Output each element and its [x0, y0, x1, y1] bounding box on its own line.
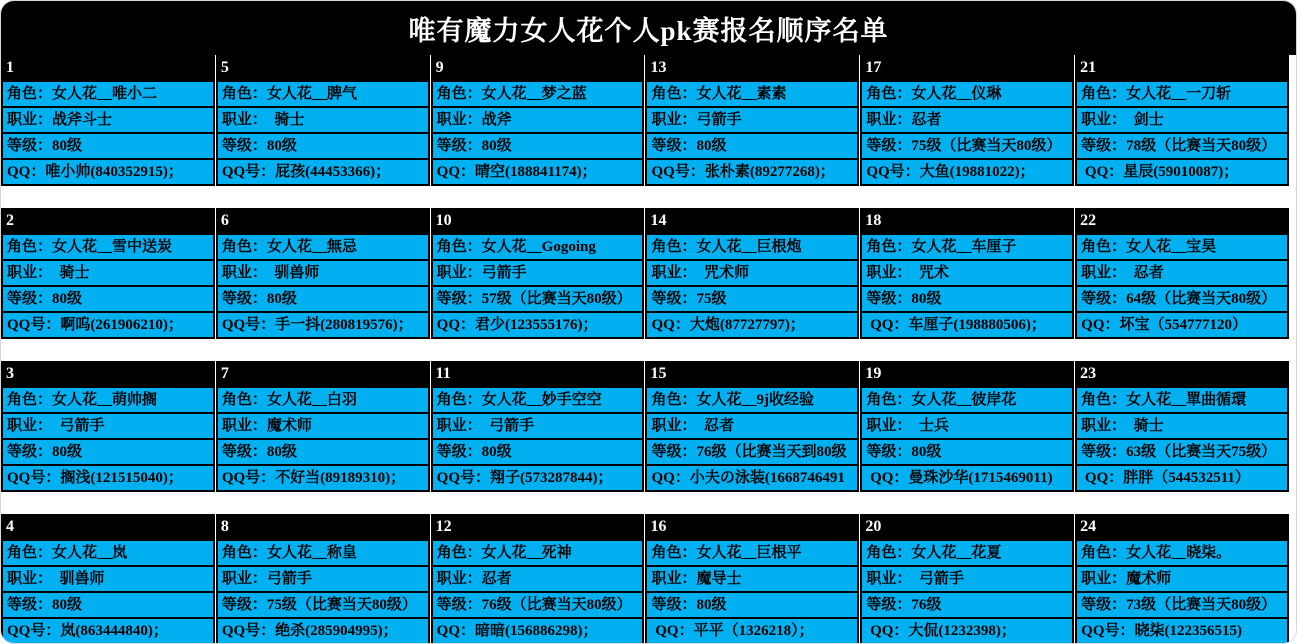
entry-23 [1075, 361, 1289, 492]
entry-number: 9 [431, 55, 645, 80]
job-cell: 职业：魔导士 [645, 565, 859, 593]
level-cell: 等级：75级 [645, 285, 859, 313]
qq-cell: QQ：坏宝（554777120） [1075, 311, 1289, 339]
entry-number: 24 [1075, 514, 1289, 539]
entry-9 [431, 55, 645, 186]
entry-number: 2 [1, 208, 215, 233]
job-cell: 职业： 驯兽师 [1, 565, 215, 593]
job-cell: 职业： 士兵 [860, 412, 1074, 440]
qq-cell: QQ号：绝杀(285904995)； [216, 617, 430, 644]
level-cell: 等级：80级 [1, 132, 215, 160]
entry-number: 3 [1, 361, 215, 386]
qq-cell: QQ：大炮(87727797)； [645, 311, 859, 339]
role-cell: 角色：女人花__晓柒。 [1075, 539, 1289, 567]
entry-number: 13 [645, 55, 859, 80]
level-cell: 等级：63级（比赛当天75级） [1075, 438, 1289, 466]
level-cell: 等级：76级（比赛当天到80级 [645, 438, 859, 466]
qq-cell: QQ：暗暗(156886298)； [431, 617, 645, 644]
qq-cell: QQ：唯小帅(840352915)； [1, 158, 215, 186]
level-cell: 等级：80级 [1, 285, 215, 313]
entry-number: 8 [216, 514, 430, 539]
qq-cell: QQ号：晓柒(122356515) [1075, 617, 1289, 644]
job-cell: 职业： 弓箭手 [860, 565, 1074, 593]
role-cell: 角色：女人花__称皇 [216, 539, 430, 567]
entry-6 [216, 208, 430, 339]
role-cell: 角色：女人花__彼岸花 [860, 386, 1074, 414]
job-cell: 职业： 骑士 [1, 259, 215, 287]
role-cell: 角色：女人花__巨根炮 [645, 233, 859, 261]
page-title: 唯有魔力女人花个人pk赛报名顺序名单 [1, 1, 1296, 55]
job-cell: 职业：忍者 [860, 106, 1074, 134]
entry-number: 14 [645, 208, 859, 233]
qq-cell: QQ号：啊呜(261906210)； [1, 311, 215, 339]
role-cell: 角色：女人花__岚 [1, 539, 215, 567]
job-cell: 职业：魔术师 [216, 412, 430, 440]
job-cell: 职业：忍者 [431, 565, 645, 593]
entry-number: 11 [431, 361, 645, 386]
role-cell: 角色：女人花__一刀斩 [1075, 80, 1289, 108]
entry-number: 22 [1075, 208, 1289, 233]
level-cell: 等级：57级（比赛当天80级） [431, 285, 645, 313]
qq-cell: QQ：平平（1326218）； [645, 617, 859, 644]
entry-number: 6 [216, 208, 430, 233]
entry-16 [645, 514, 859, 644]
entry-number: 1 [1, 55, 215, 80]
entry-number: 21 [1075, 55, 1289, 80]
level-cell: 等级：76级（比赛当天80级） [431, 591, 645, 619]
qq-cell: QQ号：屁孩(44453366)； [216, 158, 430, 186]
role-cell: 角色：女人花__梦之蓝 [431, 80, 645, 108]
qq-cell: QQ号：搁浅(121515040)； [1, 464, 215, 492]
band-row-4 [1, 514, 1289, 644]
role-cell: 角色：女人花__脾气 [216, 80, 430, 108]
job-cell: 职业： 咒术 [860, 259, 1074, 287]
level-cell: 等级：80级 [1, 438, 215, 466]
band-row-3 [1, 361, 1289, 492]
role-cell: 角色：女人花__雪中送炭 [1, 233, 215, 261]
level-cell: 等级：80级 [216, 285, 430, 313]
job-cell: 职业： 弓箭手 [431, 412, 645, 440]
level-cell: 等级：80级 [860, 285, 1074, 313]
entry-5 [216, 55, 430, 186]
entry-4 [1, 514, 215, 644]
role-cell: 角色：女人花__素素 [645, 80, 859, 108]
level-cell: 等级：80级 [645, 591, 859, 619]
entry-21 [1075, 55, 1289, 186]
role-cell: 角色：女人花__白羽 [216, 386, 430, 414]
level-cell: 等级：80级 [216, 132, 430, 160]
qq-cell: QQ：晴空(188841174)； [431, 158, 645, 186]
level-cell: 等级：75级（比赛当天80级） [216, 591, 430, 619]
entry-8 [216, 514, 430, 644]
entry-number: 23 [1075, 361, 1289, 386]
job-cell: 职业： 忍者 [645, 412, 859, 440]
role-cell: 角色：女人花__宝昊 [1075, 233, 1289, 261]
job-cell: 职业： 驯兽师 [216, 259, 430, 287]
level-cell: 等级：80级 [645, 132, 859, 160]
level-cell: 等级：80级 [216, 438, 430, 466]
registration-table [1, 55, 1296, 644]
qq-cell: QQ：君少(123555176)； [431, 311, 645, 339]
entry-7 [216, 361, 430, 492]
qq-cell: QQ号：手一抖(280819576)； [216, 311, 430, 339]
job-cell: 职业： 骑士 [1075, 412, 1289, 440]
entry-22 [1075, 208, 1289, 339]
entry-20 [860, 514, 1074, 644]
entry-number: 4 [1, 514, 215, 539]
role-cell: 角色：女人花__花夏 [860, 539, 1074, 567]
entry-number: 5 [216, 55, 430, 80]
qq-cell: QQ：曼珠沙华(1715469011) [860, 464, 1074, 492]
entry-17 [860, 55, 1074, 186]
job-cell: 职业：弓箭手 [431, 259, 645, 287]
role-cell: 角色：女人花__單曲循環 [1075, 386, 1289, 414]
entry-number: 19 [860, 361, 1074, 386]
band-row-1 [1, 55, 1289, 186]
level-cell: 等级：80级 [860, 438, 1074, 466]
role-cell: 角色：女人花__Gogoing [431, 233, 645, 261]
level-cell: 等级：80级 [431, 438, 645, 466]
entry-18 [860, 208, 1074, 339]
entry-12 [431, 514, 645, 644]
qq-cell: QQ号：岚(863444840)； [1, 617, 215, 644]
qq-cell: QQ号：不好当(89189310)； [216, 464, 430, 492]
job-cell: 职业：弓箭手 [645, 106, 859, 134]
entry-10 [431, 208, 645, 339]
entry-number: 12 [431, 514, 645, 539]
job-cell: 职业： 咒术师 [645, 259, 859, 287]
entry-number: 18 [860, 208, 1074, 233]
role-cell: 角色：女人花__無忌 [216, 233, 430, 261]
job-cell: 职业：魔术师 [1075, 565, 1289, 593]
entry-1 [1, 55, 215, 186]
entry-number: 15 [645, 361, 859, 386]
job-cell: 职业： 剑士 [1075, 106, 1289, 134]
qq-cell: QQ号：翔子(573287844)； [431, 464, 645, 492]
entry-13 [645, 55, 859, 186]
qq-cell: QQ：大侃(1232398)； [860, 617, 1074, 644]
entry-number: 20 [860, 514, 1074, 539]
level-cell: 等级：80级 [1, 591, 215, 619]
job-cell: 职业：弓箭手 [216, 565, 430, 593]
entry-number: 16 [645, 514, 859, 539]
role-cell: 角色：女人花__9j收经验 [645, 386, 859, 414]
role-cell: 角色：女人花__唯小二 [1, 80, 215, 108]
entry-number: 7 [216, 361, 430, 386]
job-cell: 职业： 忍者 [1075, 259, 1289, 287]
entry-3 [1, 361, 215, 492]
qq-cell: QQ：星辰(59010087)； [1075, 158, 1289, 186]
role-cell: 角色：女人花__仪琳 [860, 80, 1074, 108]
level-cell: 等级：75级（比赛当天80级） [860, 132, 1074, 160]
qq-cell: QQ：小夫の泳装(1668746491 [645, 464, 859, 492]
entry-24 [1075, 514, 1289, 644]
job-cell: 职业：战斧 [431, 106, 645, 134]
job-cell: 职业：战斧斗士 [1, 106, 215, 134]
qq-cell: QQ：车厘子(198880506)； [860, 311, 1074, 339]
qq-cell: QQ：胖胖（544532511） [1075, 464, 1289, 492]
entry-19 [860, 361, 1074, 492]
role-cell: 角色：女人花__巨根平 [645, 539, 859, 567]
role-cell: 角色：女人花__妙手空空 [431, 386, 645, 414]
role-cell: 角色：女人花__车厘子 [860, 233, 1074, 261]
level-cell: 等级：73级（比赛当天80级） [1075, 591, 1289, 619]
role-cell: 角色：女人花__死神 [431, 539, 645, 567]
band-row-2 [1, 208, 1289, 339]
role-cell: 角色：女人花__萌帅搁 [1, 386, 215, 414]
entry-11 [431, 361, 645, 492]
qq-cell: QQ号：大鱼(19881022)； [860, 158, 1074, 186]
entry-number: 17 [860, 55, 1074, 80]
entry-number: 10 [431, 208, 645, 233]
level-cell: 等级：80级 [431, 132, 645, 160]
job-cell: 职业： 弓箭手 [1, 412, 215, 440]
entry-15 [645, 361, 859, 492]
job-cell: 职业： 骑士 [216, 106, 430, 134]
level-cell: 等级：76级 [860, 591, 1074, 619]
entry-14 [645, 208, 859, 339]
level-cell: 等级：78级（比赛当天80级） [1075, 132, 1289, 160]
entry-2 [1, 208, 215, 339]
level-cell: 等级：64级（比赛当天80级） [1075, 285, 1289, 313]
qq-cell: QQ号：张朴素(89277268)； [645, 158, 859, 186]
